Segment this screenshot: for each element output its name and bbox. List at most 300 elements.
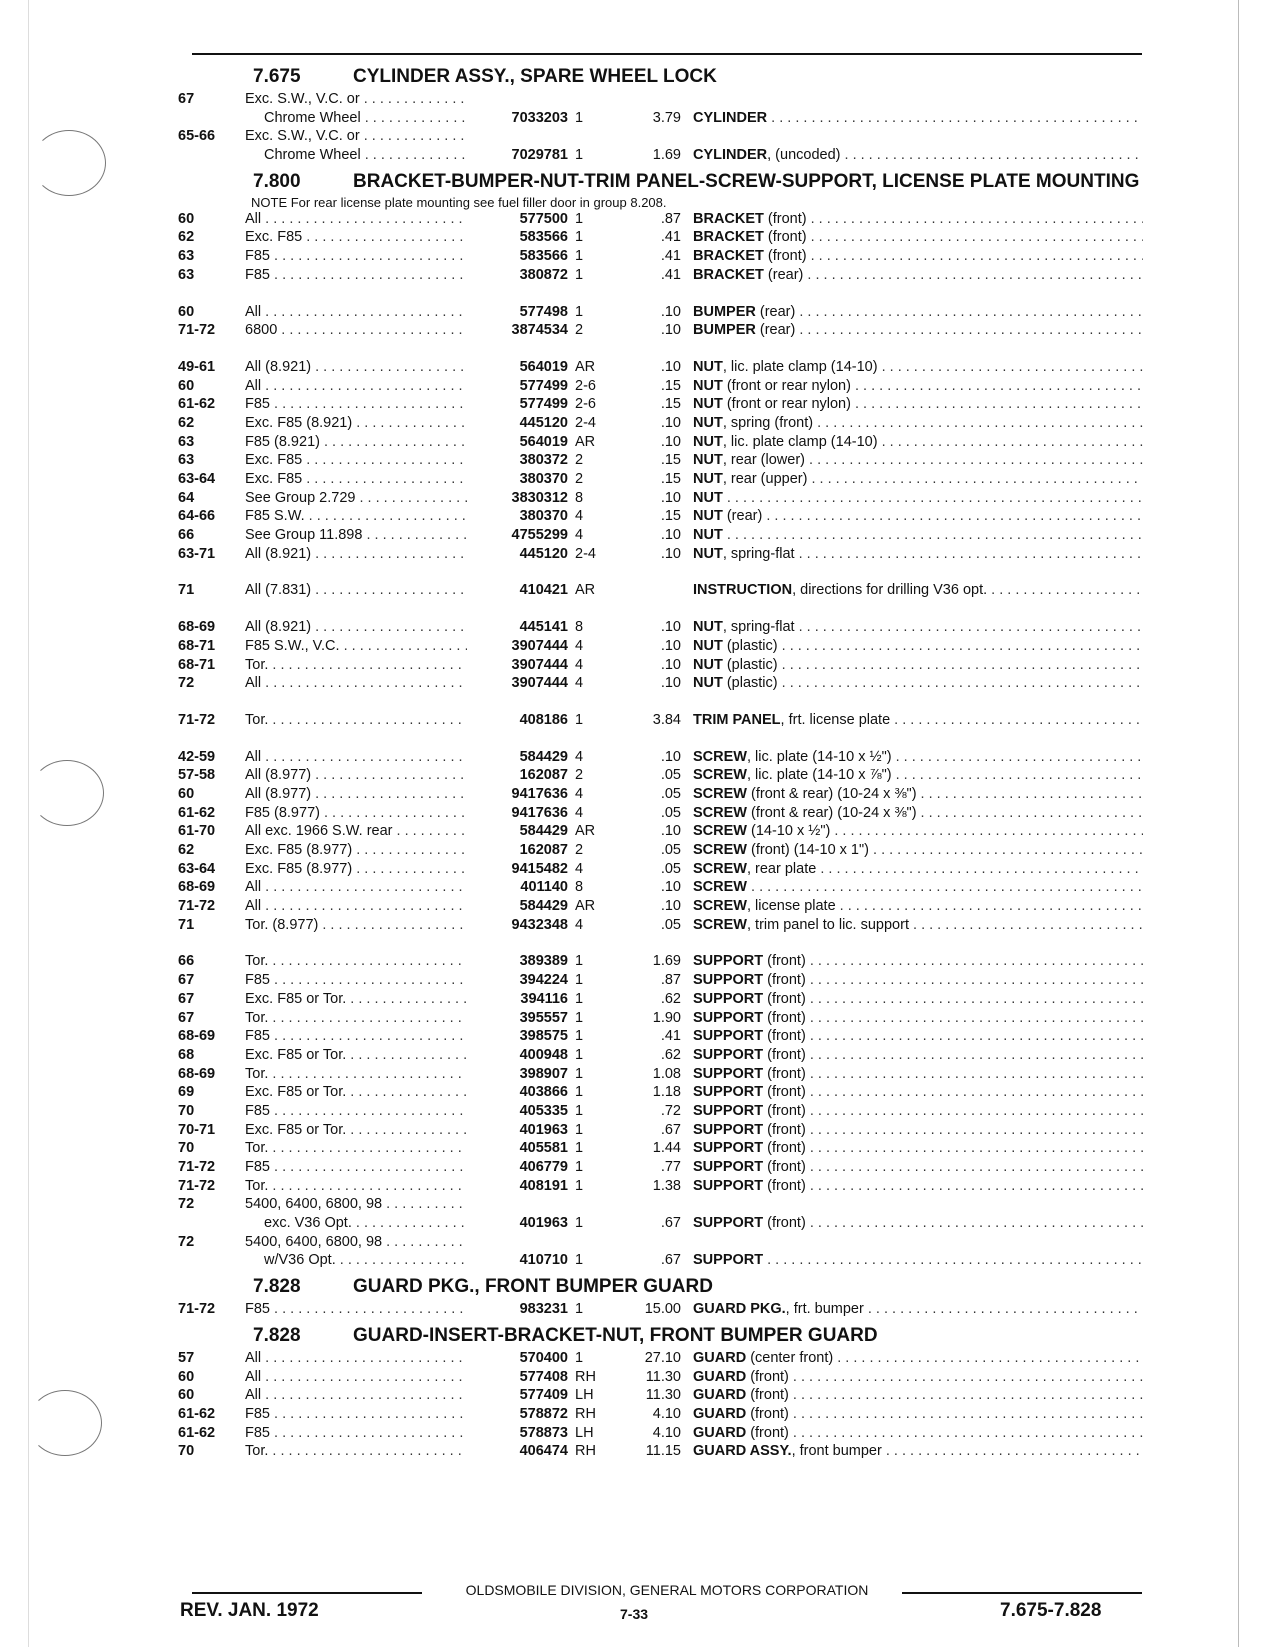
table-row: [178, 1368, 1143, 1387]
part-number: 398575: [519, 1028, 568, 1045]
table-row: [178, 581, 1143, 600]
price: .05: [660, 767, 681, 784]
year-range: 61-62: [178, 1405, 216, 1422]
price: 11.15: [645, 1443, 681, 1460]
description: [693, 1349, 1143, 1368]
price: .41: [660, 248, 681, 265]
part-detail: (front): [763, 248, 807, 265]
description: [693, 321, 1143, 340]
part-detail: , lic. plate clamp (14-10): [722, 433, 878, 450]
part-number: 3874534: [511, 322, 568, 339]
part-number: 445141: [519, 619, 568, 636]
description: [693, 507, 1143, 526]
table-row: [178, 656, 1143, 675]
part-name: SUPPORT: [693, 1009, 764, 1026]
page-edge-line: [28, 0, 29, 1647]
part-detail: , rear plate: [746, 860, 817, 877]
table-row: [178, 433, 1143, 452]
application: F85 S.W., V.C. . . .: [245, 637, 467, 656]
year-range: 67: [178, 1009, 195, 1026]
application: F85 . . .: [245, 1102, 467, 1121]
part-name: CYLINDER: [693, 147, 768, 164]
part-number: 380872: [519, 266, 568, 283]
quantity: 4: [575, 804, 584, 821]
table-row: [178, 358, 1143, 377]
price: .10: [660, 489, 681, 506]
part-name: NUT: [693, 489, 723, 506]
part-number: 380370: [519, 508, 568, 525]
binding-edge-line: [1238, 0, 1239, 1647]
price: .15: [660, 508, 681, 525]
part-detail: (front or rear nylon): [722, 396, 851, 413]
quantity: 1: [575, 266, 584, 283]
application: Exc. S.W., V.C. or . . .: [245, 90, 467, 109]
application: F85 . . .: [245, 1027, 467, 1046]
description: [693, 545, 1143, 564]
part-name: SUPPORT: [693, 953, 764, 970]
table-row: [178, 90, 1143, 127]
price: .15: [660, 377, 681, 394]
application: Exc. F85 (8.977) . . .: [245, 860, 467, 879]
application: Tor. . . .: [245, 952, 467, 971]
part-detail: (front): [763, 1046, 806, 1063]
part-detail: , lic. plate (14-10 x ½"): [746, 748, 892, 765]
quantity: 1: [575, 711, 584, 728]
application: All (8.921) . . .: [245, 618, 467, 637]
section-note: NOTE For rear license plate mounting see fuel filler door in group 8.208.: [251, 194, 667, 210]
quantity: 1: [575, 1159, 584, 1176]
part-detail: (front): [746, 1424, 789, 1441]
part-number: 395557: [519, 1009, 568, 1026]
part-detail: (front & rear) (10-24 x ⅜"): [746, 785, 917, 802]
table-row: [178, 395, 1143, 414]
year-range: 68: [178, 1046, 195, 1063]
description: [693, 146, 1143, 165]
part-number: 401963: [519, 1215, 568, 1232]
table-row: [178, 1102, 1143, 1121]
part-name: SUPPORT: [693, 1065, 764, 1082]
year-range: 60: [178, 377, 195, 394]
part-number: 564019: [519, 433, 568, 450]
year-range: 57: [178, 1349, 195, 1366]
part-name: GUARD PKG.: [693, 1301, 786, 1318]
part-detail: (rear): [763, 266, 804, 283]
group-spacer: [178, 693, 1143, 711]
price: .10: [660, 619, 681, 636]
table-row: [178, 1386, 1143, 1405]
year-range: 62: [178, 842, 195, 859]
group-spacer: [178, 730, 1143, 748]
table-row: [178, 1233, 1143, 1270]
price: .10: [660, 898, 681, 915]
part-number: 401140: [520, 879, 568, 896]
year-range: 67: [178, 990, 195, 1007]
description: [693, 804, 1143, 823]
price: .41: [660, 1028, 681, 1045]
table-row: [178, 637, 1143, 656]
description: [693, 526, 1143, 545]
table-row: [178, 507, 1143, 526]
application: All (8.921) . . .: [245, 358, 467, 377]
table-row: [178, 1424, 1143, 1443]
quantity: 4: [575, 675, 584, 692]
table-row: [178, 674, 1143, 693]
year-range: 66: [178, 953, 195, 970]
application: Tor. . . .: [245, 1065, 467, 1084]
application: Exc. F85 . . .: [245, 228, 467, 247]
part-number: 983231: [519, 1301, 568, 1318]
price: .05: [660, 860, 681, 877]
revision-date: REV. JAN. 1972: [180, 1600, 319, 1621]
quantity: RH: [575, 1443, 596, 1460]
part-name: INSTRUCTION: [693, 582, 793, 599]
part-name: SCREW: [693, 804, 747, 821]
table-row: [178, 618, 1143, 637]
part-name: SCREW: [693, 767, 747, 784]
part-detail: (front): [763, 990, 806, 1007]
description: [693, 674, 1143, 693]
application: Exc. F85 . . .: [245, 470, 467, 489]
application: Tor. . . .: [245, 1177, 467, 1196]
year-range: 70: [178, 1140, 195, 1157]
quantity: 8: [575, 489, 584, 506]
year-range: 68-69: [178, 1065, 216, 1082]
price: .15: [660, 452, 681, 469]
table-row: [178, 489, 1143, 508]
table-row: [178, 804, 1143, 823]
quantity: 4: [575, 527, 584, 544]
price: 3.84: [652, 711, 681, 728]
quantity: 4: [575, 508, 584, 525]
part-name: SUPPORT: [693, 1215, 764, 1232]
year-range: 71-72: [178, 322, 216, 339]
part-detail: (front): [763, 1065, 806, 1082]
application: All . . .: [245, 1349, 467, 1368]
quantity: 1: [575, 953, 584, 970]
price: .87: [660, 210, 681, 227]
part-number: 406779: [519, 1159, 568, 1176]
part-name: SUPPORT: [693, 1121, 764, 1138]
table-row: [178, 1009, 1143, 1028]
price: 4.10: [652, 1405, 681, 1422]
group-spacer: [178, 600, 1143, 618]
part-number: 3907444: [511, 637, 568, 654]
section-title: CYLINDER ASSY., SPARE WHEEL LOCK: [353, 66, 717, 87]
part-number: 162087: [519, 842, 568, 859]
part-number: 583566: [519, 229, 568, 246]
year-range: 63: [178, 452, 195, 469]
application: Exc. S.W., V.C. or . . .: [245, 127, 467, 146]
description: [693, 303, 1143, 322]
application: F85 . . .: [245, 266, 467, 285]
description: [693, 1102, 1143, 1121]
table-row: [178, 897, 1143, 916]
table-row: [178, 321, 1143, 340]
part-detail: (front): [763, 1028, 806, 1045]
year-range: 60: [178, 210, 195, 227]
quantity: 4: [575, 916, 584, 933]
description: [693, 1442, 1143, 1461]
application: 6800 . . .: [245, 321, 467, 340]
price: .10: [660, 656, 681, 673]
application: All . . .: [245, 897, 467, 916]
price: .10: [660, 637, 681, 654]
part-name: TRIM PANEL: [693, 711, 781, 728]
application: F85 . . .: [245, 1424, 467, 1443]
quantity: 2-4: [575, 414, 596, 431]
description: [693, 266, 1143, 285]
application: Tor. . . .: [245, 656, 467, 675]
application: All . . .: [245, 377, 467, 396]
part-detail: (front): [763, 1102, 806, 1119]
part-name: SUPPORT: [693, 1084, 764, 1101]
table-row: [178, 1083, 1143, 1102]
description: [693, 1009, 1143, 1028]
part-name: BUMPER: [693, 303, 756, 320]
year-range: 61-62: [178, 1424, 216, 1441]
part-name: SUPPORT: [693, 1046, 764, 1063]
part-number: 380370: [519, 471, 568, 488]
year-range: 72: [178, 1233, 195, 1250]
quantity: 1: [575, 229, 584, 246]
year-range: 71-72: [178, 711, 216, 728]
part-name: SUPPORT: [693, 1159, 764, 1176]
year-range: 71: [178, 582, 195, 599]
part-number: 405335: [519, 1102, 568, 1119]
part-number: 577500: [519, 210, 568, 227]
page-number: 7-33: [620, 1606, 649, 1622]
part-number: 3907444: [511, 675, 568, 692]
application: 5400, 6400, 6800, 98 . . .: [245, 1233, 467, 1252]
price: .62: [660, 1046, 681, 1063]
year-range: 60: [178, 1368, 195, 1385]
part-detail: (plastic): [722, 675, 778, 692]
quantity: 1: [575, 1009, 584, 1026]
year-range: 71: [178, 916, 195, 933]
part-name: SUPPORT: [693, 1102, 764, 1119]
year-range: 63-71: [178, 545, 216, 562]
price: .10: [660, 358, 681, 375]
description: [693, 990, 1143, 1009]
table-row: [178, 1349, 1143, 1368]
part-name: NUT: [693, 675, 723, 692]
application: Exc. F85 or Tor. . . .: [245, 990, 467, 1009]
application: Tor. . . .: [245, 1442, 467, 1461]
year-range: 64: [178, 489, 195, 506]
quantity: RH: [575, 1405, 596, 1422]
part-name: GUARD: [693, 1405, 747, 1422]
quantity: 1: [575, 1301, 584, 1318]
part-detail: (front): [746, 1405, 789, 1422]
quantity: 1: [575, 1102, 584, 1119]
description: [693, 1424, 1143, 1443]
price: .10: [660, 748, 681, 765]
description: [693, 637, 1143, 656]
application-detail: exc. V36 Opt. . . .: [264, 1214, 467, 1233]
part-detail: (14-10 x ½"): [746, 823, 831, 840]
description: [693, 1405, 1143, 1424]
part-name: SCREW: [693, 860, 747, 877]
part-detail: (front): [763, 1084, 806, 1101]
part-name: NUT: [693, 527, 723, 544]
application: Tor. (8.977) . . .: [245, 916, 467, 935]
year-range: 66: [178, 527, 195, 544]
part-number: 408186: [519, 711, 568, 728]
part-detail: (front): [763, 1140, 806, 1157]
part-number: 410421: [519, 582, 568, 599]
description: [693, 878, 1143, 897]
part-number: 398907: [519, 1065, 568, 1082]
quantity: 2: [575, 842, 584, 859]
description: [693, 748, 1143, 767]
year-range: 62: [178, 229, 195, 246]
part-name: SCREW: [693, 748, 747, 765]
quantity: 8: [575, 879, 584, 896]
description: [693, 1368, 1143, 1387]
price: .41: [660, 266, 681, 283]
application: All . . .: [245, 210, 467, 229]
part-name: NUT: [693, 396, 723, 413]
description: [693, 841, 1143, 860]
application: All . . .: [245, 303, 467, 322]
section-heading: [178, 66, 1143, 88]
application: Exc. F85 (8.921) . . .: [245, 414, 467, 433]
part-number: 584429: [519, 748, 568, 765]
part-number: 577408: [519, 1368, 568, 1385]
application: See Group 11.898 . . .: [245, 526, 467, 545]
part-detail: , front bumper: [791, 1443, 882, 1460]
description: [693, 414, 1143, 433]
quantity: AR: [575, 433, 596, 450]
quantity: 4: [575, 860, 584, 877]
quantity: 1: [575, 1065, 584, 1082]
part-name: BRACKET: [693, 248, 764, 265]
price: .10: [660, 433, 681, 450]
part-number: 406474: [519, 1443, 568, 1460]
part-detail: (center front): [746, 1349, 834, 1366]
description: [693, 1251, 1143, 1270]
table-row: [178, 785, 1143, 804]
price: .10: [660, 675, 681, 692]
part-number: 577498: [519, 303, 568, 320]
part-name: NUT: [693, 414, 723, 431]
application: F85 . . .: [245, 1158, 467, 1177]
part-detail: , spring (front): [722, 414, 814, 431]
part-detail: (rear): [722, 508, 763, 525]
description: [693, 1386, 1143, 1405]
quantity: 8: [575, 619, 584, 636]
quantity: 1: [575, 248, 584, 265]
description: [693, 1065, 1143, 1084]
part-number: 400948: [519, 1046, 568, 1063]
price: .05: [660, 804, 681, 821]
table-row: [178, 545, 1143, 564]
table-row: [178, 127, 1143, 164]
part-name: GUARD ASSY.: [693, 1443, 792, 1460]
part-number: 380372: [519, 452, 568, 469]
part-number: 9417636: [511, 804, 568, 821]
section-range: 7.675-7.828: [1000, 1600, 1102, 1621]
table-row: [178, 1158, 1143, 1177]
description: [693, 228, 1143, 247]
application: All (8.977) . . .: [245, 766, 467, 785]
application: Exc. F85 or Tor. . . .: [245, 1121, 467, 1140]
part-detail: (plastic): [722, 656, 778, 673]
description: [693, 451, 1143, 470]
quantity: 1: [575, 1177, 584, 1194]
part-name: NUT: [693, 452, 723, 469]
year-range: 61-70: [178, 823, 216, 840]
application-detail: Chrome Wheel . . .: [264, 146, 467, 165]
part-name: SCREW: [693, 823, 747, 840]
group-spacer: [178, 563, 1143, 581]
part-name: BRACKET: [693, 266, 764, 283]
part-name: SCREW: [693, 842, 747, 859]
table-row: [178, 1065, 1143, 1084]
part-detail: , (uncoded): [767, 147, 841, 164]
table-row: [178, 860, 1143, 879]
top-rule: [192, 53, 1142, 55]
part-number: 7033203: [511, 109, 568, 126]
price: 1.08: [652, 1065, 681, 1082]
part-number: 577409: [519, 1387, 568, 1404]
application: Exc. F85 (8.977) . . .: [245, 841, 467, 860]
part-detail: , frt. bumper: [785, 1301, 864, 1318]
year-range: 68-71: [178, 637, 216, 654]
description: [693, 656, 1143, 675]
quantity: 4: [575, 656, 584, 673]
part-detail: (front): [746, 1368, 789, 1385]
year-range: 64-66: [178, 508, 216, 525]
part-number: 405581: [519, 1140, 568, 1157]
price: .10: [660, 823, 681, 840]
quantity: 1: [575, 109, 584, 126]
part-name: NUT: [693, 358, 723, 375]
part-name: NUT: [693, 377, 723, 394]
price: .10: [660, 545, 681, 562]
section-heading: [178, 1325, 1143, 1347]
application: F85 . . .: [245, 247, 467, 266]
part-name: GUARD: [693, 1349, 747, 1366]
description: [693, 1139, 1143, 1158]
part-name: SUPPORT: [693, 972, 764, 989]
description: [693, 377, 1143, 396]
part-name: NUT: [693, 508, 723, 525]
part-number: 9432348: [511, 916, 568, 933]
quantity: 1: [575, 1140, 584, 1157]
table-row: [178, 1046, 1143, 1065]
table-row: [178, 526, 1143, 545]
group-spacer: [178, 934, 1143, 952]
part-name: GUARD: [693, 1368, 747, 1385]
parts-catalog-content: [178, 60, 1143, 1461]
part-detail: (front or rear nylon): [722, 377, 851, 394]
part-detail: , lic. plate (14-10 x ⅞"): [746, 767, 892, 784]
description: [693, 581, 1143, 600]
description: [693, 952, 1143, 971]
quantity: 2: [575, 471, 584, 488]
table-row: [178, 210, 1143, 229]
part-number: 9415482: [511, 860, 568, 877]
table-row: [178, 1195, 1143, 1232]
price: 3.79: [652, 109, 681, 126]
application: Exc. F85 . . .: [245, 451, 467, 470]
year-range: 68-69: [178, 1028, 216, 1045]
description: [693, 210, 1143, 229]
table-row: [178, 266, 1143, 285]
part-name: SCREW: [693, 879, 747, 896]
table-row: [178, 1442, 1143, 1461]
